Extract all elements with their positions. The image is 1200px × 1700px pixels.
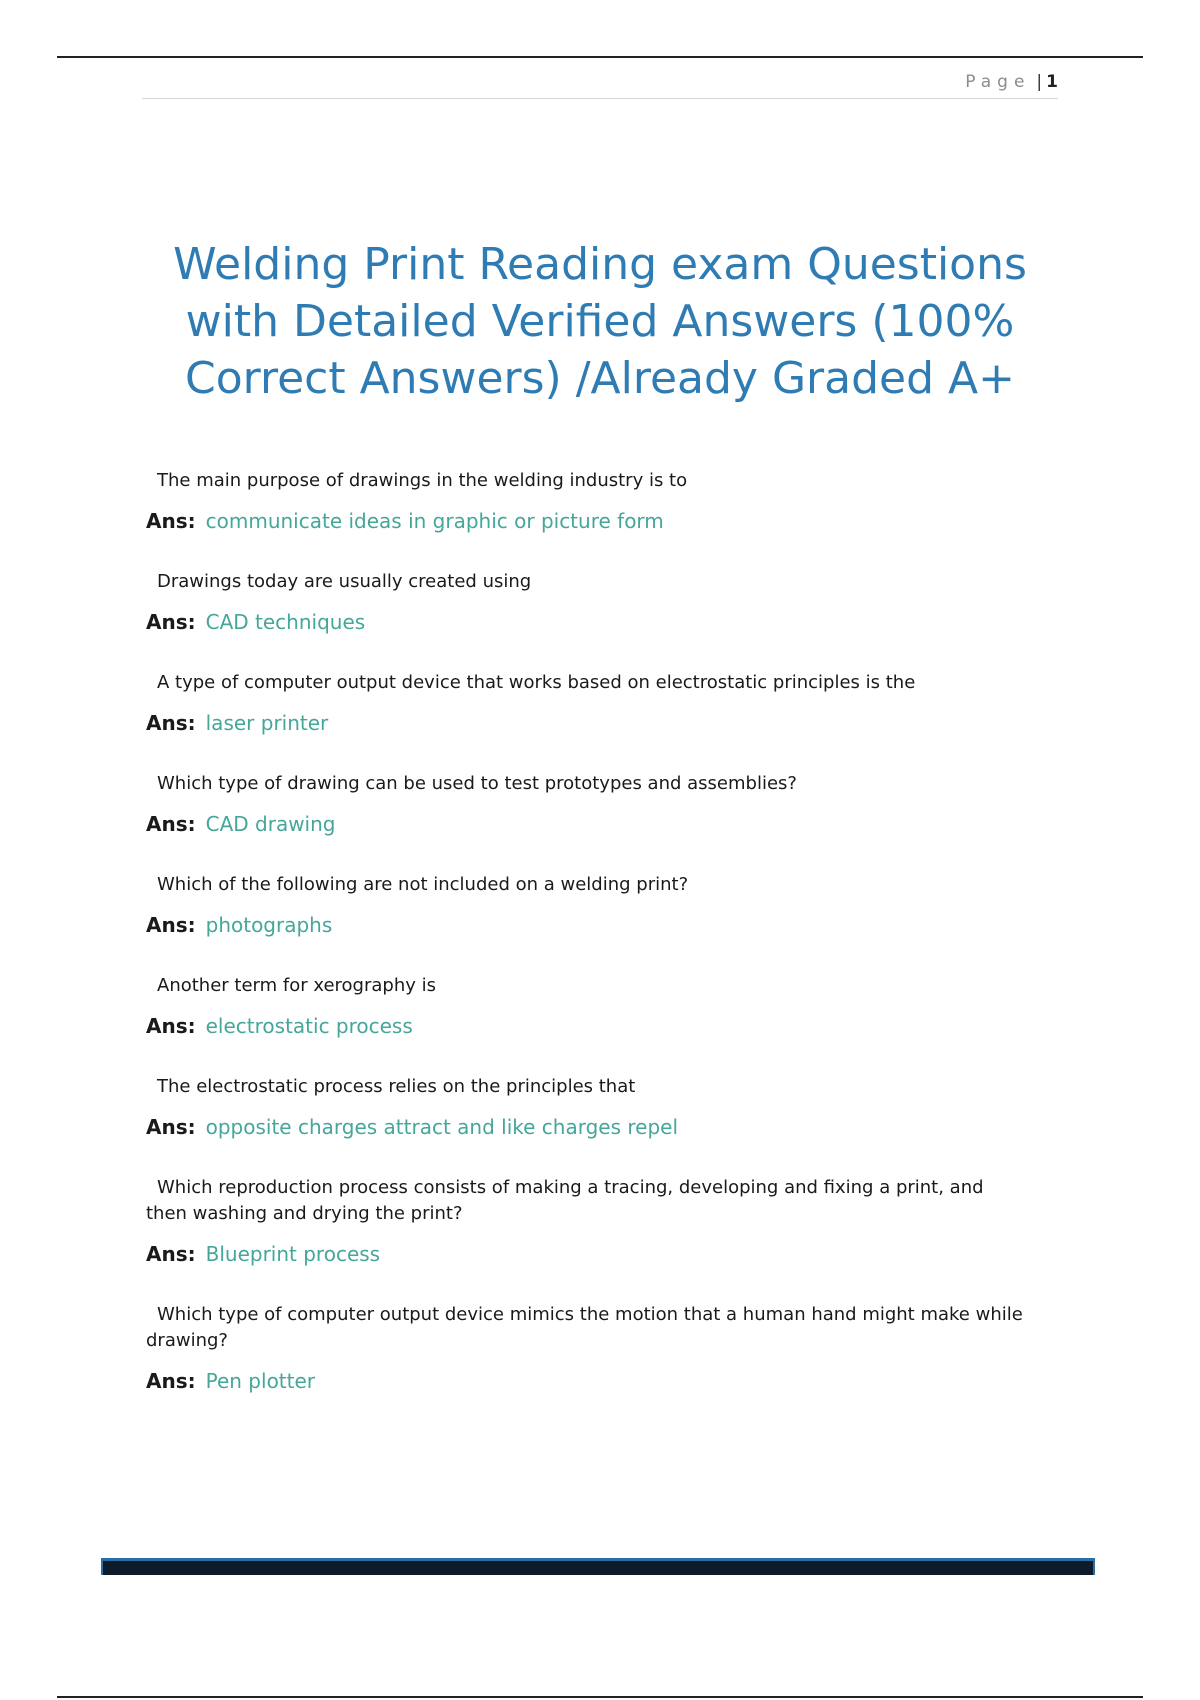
page-header	[142, 70, 1058, 99]
question: A type of computer output device that works based on electrostatic principles is the	[157, 672, 916, 693]
ans-label: Ans:	[146, 1242, 196, 1266]
answer-row	[146, 507, 1026, 535]
answer: CAD drawing	[205, 812, 336, 836]
answer-row	[146, 1240, 1026, 1268]
qa-item	[146, 468, 1026, 535]
answer: laser printer	[205, 711, 329, 735]
ans-label: Ans:	[146, 711, 196, 735]
ans-label: Ans:	[146, 1369, 196, 1393]
qa-item	[146, 771, 1026, 838]
qa-item	[146, 569, 1026, 636]
qa-item	[146, 973, 1026, 1040]
question: Another term for xerography is	[157, 975, 436, 996]
question: Drawings today are usually created using	[157, 571, 532, 592]
qa-item	[146, 1074, 1026, 1141]
qa-list	[146, 468, 1026, 1429]
answer-row	[146, 1367, 1026, 1395]
ans-label: Ans:	[146, 1014, 196, 1038]
qa-item	[146, 670, 1026, 737]
answer-row	[146, 709, 1026, 737]
ans-label: Ans:	[146, 610, 196, 634]
answer: photographs	[205, 913, 333, 937]
answer-row	[146, 1012, 1026, 1040]
question: Which of the following are not included on a welding print?	[157, 874, 689, 895]
question: The electrostatic process relies on the principles that	[157, 1076, 636, 1097]
ans-label: Ans:	[146, 509, 196, 533]
answer-row	[146, 810, 1026, 838]
qa-item	[146, 1302, 1026, 1395]
answer-row	[146, 608, 1026, 636]
question: Which reproduction process consists of making a tracing, developing and fixing a print, and then washing and drying the print?	[146, 1177, 984, 1224]
top-rule	[57, 56, 1143, 58]
page-label: Page	[965, 72, 1031, 92]
ans-label: Ans:	[146, 1115, 196, 1139]
page-number: 1	[1046, 72, 1058, 92]
ans-label: Ans:	[146, 812, 196, 836]
answer-row	[146, 911, 1026, 939]
qa-item	[146, 872, 1026, 939]
answer: electrostatic process	[205, 1014, 413, 1038]
ans-label: Ans:	[146, 913, 196, 937]
question: The main purpose of drawings in the welding industry is to	[157, 470, 688, 491]
qa-item	[146, 1175, 1026, 1268]
answer: Blueprint process	[205, 1242, 381, 1266]
question: Which type of computer output device mimics the motion that a human hand might make while drawing?	[146, 1304, 1023, 1351]
bottom-rule	[57, 1696, 1143, 1698]
answer-row	[146, 1113, 1026, 1141]
answer: opposite charges attract and like charges repel	[205, 1115, 679, 1139]
footer-bar	[101, 1558, 1095, 1575]
answer: CAD techniques	[205, 610, 366, 634]
question: Which type of drawing can be used to test prototypes and assemblies?	[157, 773, 797, 794]
document-title: Welding Print Reading exam Questions with Detailed Verified Answers (100% Correct Answers) /Already Graded A+	[173, 239, 1027, 404]
answer: communicate ideas in graphic or picture form	[205, 509, 664, 533]
page-separator: |	[1036, 72, 1043, 92]
answer: Pen plotter	[205, 1369, 316, 1393]
